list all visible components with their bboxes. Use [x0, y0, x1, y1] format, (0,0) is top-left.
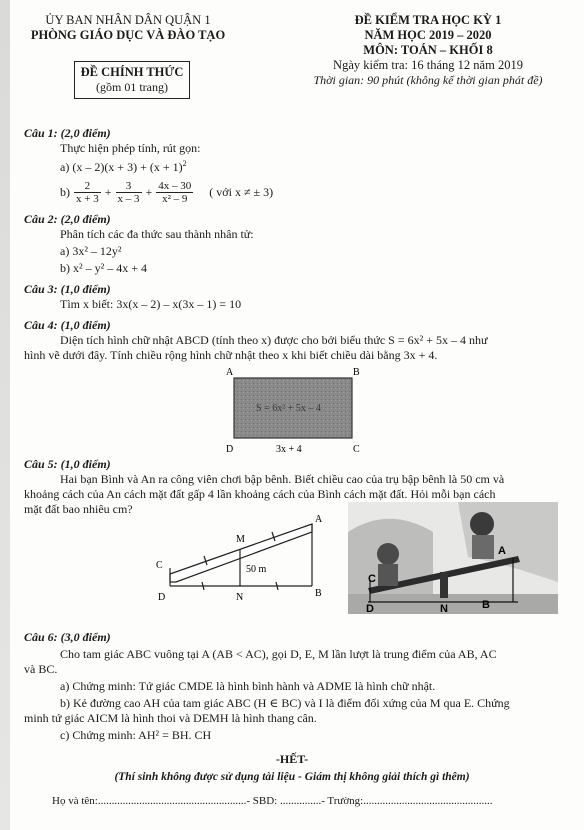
photo-label-A: A	[498, 545, 506, 557]
child-binh-head	[377, 543, 399, 565]
label-M: M	[236, 534, 245, 545]
photo-label-B: B	[482, 599, 490, 611]
q1-part-b: b) $\frac{2}{x + 3}$ + $\frac{3}{x - 3}$ + $\frac{4x - 30}{\text{x² – 9}}$ ( với x ≠ ± 3)	[60, 179, 274, 205]
header-right	[292, 13, 564, 88]
child-an-body	[472, 535, 494, 559]
q1-b-label: b)	[60, 184, 70, 199]
q1-a-text: a) (x – 2)(x + 3) + (x + 1)	[60, 160, 183, 174]
q2-intro: Phân tích các đa thức sau thành nhân tử:	[60, 227, 254, 241]
q1-title: Câu 1: (2,0 điểm)	[24, 126, 111, 140]
q6-part-b-1: b) Kẻ đường cao AH của tam giác ABC (H ∈ BC) và I là điểm đối xứng của M qua E. Chứng	[60, 696, 510, 710]
photo-label-D: D	[366, 603, 374, 614]
q6-part-b-2: minh tứ giác AICM là hình thoi và DEMH là hình thang cân.	[24, 711, 317, 725]
ground	[348, 594, 558, 614]
q2-title: Câu 2: (2,0 điểm)	[24, 212, 111, 226]
q1-a-exp: 2	[182, 159, 187, 168]
frac3-den: x² – 9	[162, 192, 188, 205]
q1-b-frac3	[156, 180, 193, 205]
subject: MÔN: TOÁN – KHỐI 8	[363, 43, 493, 57]
q6-title: Câu 6: (3,0 điểm)	[24, 630, 111, 644]
official-box	[74, 61, 190, 99]
photo-label-N: N	[440, 603, 448, 614]
q1-part-a	[60, 156, 564, 175]
q1-b-frac1	[74, 180, 101, 205]
end-mark: -HẾT-	[275, 752, 309, 766]
district-committee: ỦY BAN NHÂN DÂN QUẬN 1	[45, 13, 211, 27]
question-1	[24, 126, 564, 207]
exam-date: Ngày kiểm tra: 16 tháng 12 năm 2019	[333, 58, 523, 72]
official-label: ĐỀ CHÍNH THỨC	[80, 65, 184, 79]
q5-title: Câu 5: (1,0 điểm)	[24, 457, 111, 471]
q3-title: Câu 3: (1,0 điểm)	[24, 282, 111, 296]
q6-part-c: c) Chứng minh: AH² = BH. CH	[60, 728, 212, 742]
scan-edge	[0, 0, 10, 830]
education-office: PHÒNG GIÁO DỤC VÀ ĐÀO TẠO	[30, 28, 226, 42]
q6-body-2: và BC.	[24, 662, 58, 676]
exam-title: ĐỀ KIỂM TRA HỌC KỲ 1	[354, 13, 502, 27]
q5-body-2: khoảng cách của An cách mặt đất gấp 4 lần khoảng cách của Bình cách mặt đất. Hỏi mỗi bạn cách	[24, 487, 496, 501]
photo-label-C: C	[368, 573, 376, 585]
q2-part-b: b) x² – y² – 4x + 4	[60, 261, 147, 275]
label-B: B	[353, 367, 360, 378]
label-D: D	[158, 592, 166, 603]
frac2-den: x – 3	[117, 192, 140, 205]
area-expression: S = 6x² + 5x – 4	[256, 403, 321, 414]
school-year: NĂM HỌC 2019 – 2020	[364, 28, 492, 42]
label-A: A	[315, 514, 323, 525]
q6-body-1: Cho tam giác ABC vuông tại A (AB < AC), gọi D, E, M lần lượt là trung điểm của AB, AC	[60, 647, 497, 661]
label-C: C	[156, 560, 163, 571]
seesaw-diagram	[152, 510, 337, 606]
question-4	[24, 318, 564, 363]
exam-note: (Thí sinh không được sử dụng tài liệu - Giám thị không giải thích gì thêm)	[114, 771, 470, 783]
q4-title: Câu 4: (1,0 điểm)	[24, 318, 111, 332]
frac3-num: 4x – 30	[158, 179, 192, 192]
child-binh-body	[378, 564, 398, 586]
label-C: C	[353, 444, 360, 455]
header-left	[18, 13, 238, 43]
q3-body: Tìm x biết: 3x(x – 2) – x(3x – 1) = 10	[60, 297, 242, 311]
candidate-info-line: Họ và tên:......................................................- SBD: ...............- Trường:...............................................	[52, 795, 493, 807]
seesaw-plank	[170, 524, 312, 582]
page-count: (gồm 01 trang)	[96, 80, 168, 94]
q5-body-1: Hai bạn Bình và An ra công viên chơi bập bênh. Biết chiều cao của trụ bập bênh là 50 cm và	[60, 472, 505, 486]
label-A: A	[226, 367, 234, 378]
label-D: D	[226, 444, 234, 455]
height-label: 50 m	[246, 564, 267, 575]
frac1-num: 2	[74, 180, 101, 193]
label-B: B	[315, 588, 322, 599]
q4-body-1: Diện tích hình chữ nhật ABCD (tính theo x) được cho bởi biểu thức S = 6x² + 5x – 4 như	[60, 333, 488, 347]
q1-intro: Thực hiện phép tính, rút gọn:	[60, 141, 201, 155]
label-N: N	[236, 592, 244, 603]
seesaw-post	[440, 572, 448, 598]
q4-body-2: hình vẽ dưới đây. Tính chiều rộng hình chữ nhật theo x khi biết chiều dài bằng 3x + 4.	[24, 348, 438, 362]
exam-duration: Thời gian: 90 phút (không kể thời gian phát đề)	[313, 73, 543, 87]
q5-body-3: mặt đất bao nhiêu cm?	[24, 502, 133, 516]
length-expression: 3x + 4	[276, 444, 302, 455]
child-an-head	[470, 512, 494, 536]
question-3	[24, 282, 564, 312]
frac2-num: 3	[116, 180, 142, 193]
q6-part-a: a) Chứng minh: Tứ giác CMDE là hình bình hành và ADME là hình chữ nhật.	[60, 679, 436, 693]
q2-part-a: a) 3x² – 12y²	[60, 244, 122, 258]
q1-b-condition: ( với x ≠ ± 3)	[209, 184, 274, 199]
frac1-den: x + 3	[76, 192, 99, 205]
question-6	[24, 630, 564, 743]
rectangle-figure	[220, 366, 370, 456]
q1-b-frac2	[116, 180, 142, 205]
seesaw-photo	[348, 502, 558, 614]
question-2	[24, 212, 564, 276]
